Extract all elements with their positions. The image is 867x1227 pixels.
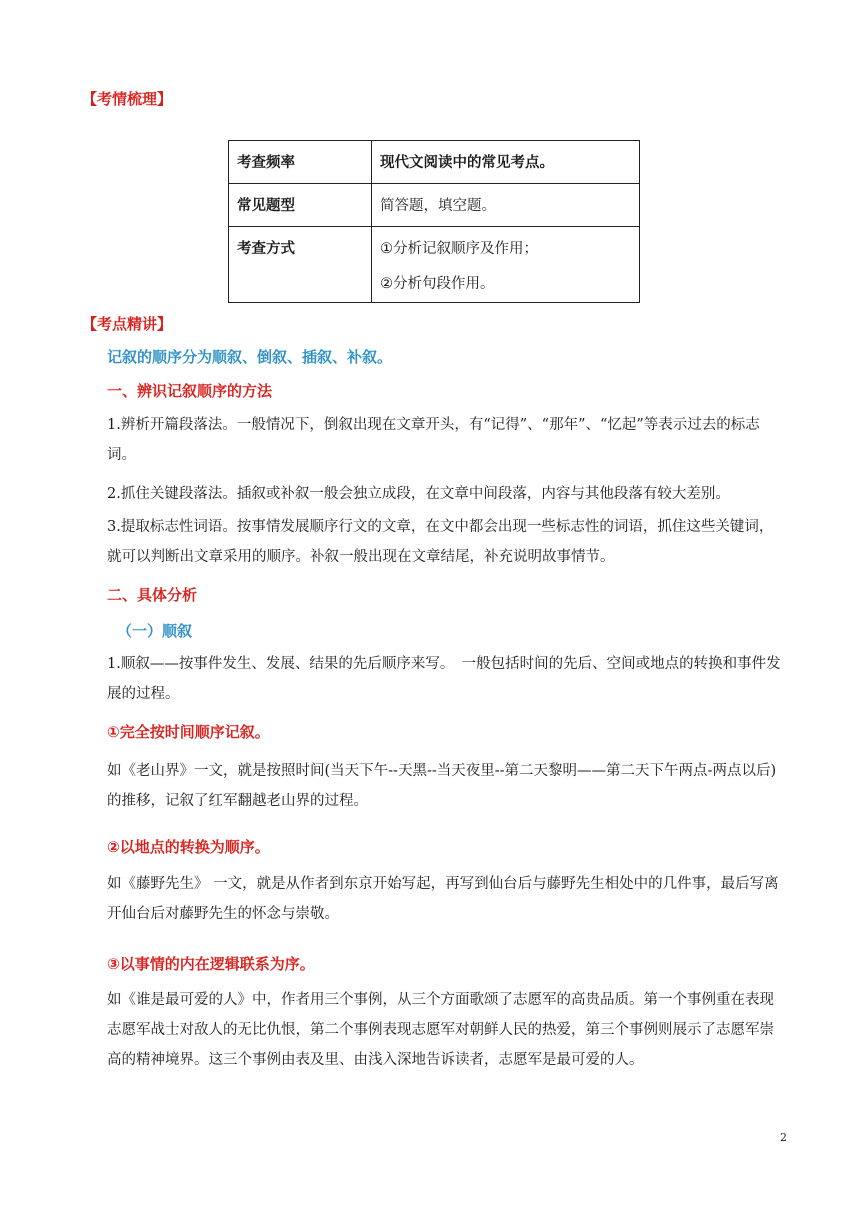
point3-heading: ③以事情的内在逻辑联系为序。: [107, 955, 315, 973]
table-key: 常见题型: [229, 184, 372, 227]
section1-para2: 2.抓住关键段落法。插叙或补叙一般会独立成段，在文章中间段落，内容与其他段落有较大差别。: [107, 486, 730, 502]
heading-kaoqing: 【考情梳理】: [82, 90, 173, 108]
point1-example: 如《老山界》一文，就是按照时间(当天下午--天黑--当天夜里--第二天黎明——第二天下午两点-两点以后)的推移，记叙了红军翻越老山界的过程。: [107, 763, 777, 809]
point2-heading: ②以地点的转换为顺序。: [107, 838, 270, 856]
heading-kaodian: 【考点精讲】: [82, 315, 173, 333]
section2-title: 二、具体分析: [107, 586, 198, 604]
table-value-line: ②分析句段作用。: [380, 276, 495, 292]
info-table: [228, 140, 640, 303]
intro-line: 记叙的顺序分为顺叙、倒叙、插叙、补叙。: [107, 348, 393, 366]
table-row: [229, 184, 640, 227]
section1-para1: 1.辨析开篇段落法。一般情况下，倒叙出现在文章开头，有“记得”、“那年”、“忆起”等表示过去的标志词。: [107, 417, 760, 463]
table-row: [229, 141, 640, 184]
section2-subtitle: （一）顺叙: [117, 622, 193, 640]
point1-heading: ①完全按时间顺序记叙。: [107, 723, 270, 741]
table-value: [372, 227, 640, 303]
section1-para3: 3.提取标志性词语。按事情发展顺序行文的文章，在文中都会出现一些标志性的词语，抓住这些关键词，就可以判断出文章采用的顺序。补叙一般出现在文章结尾，补充说明故事情节。: [107, 519, 774, 565]
table-value: 现代文阅读中的常见考点。: [372, 141, 640, 184]
point2-example: 如《藤野先生》 一文，就是从作者到东京开始写起，再写到仙台后与藤野先生相处中的几件事，最后写离开仙台后对藤野先生的怀念与崇敬。: [107, 876, 779, 922]
table-key: 考查方式: [229, 227, 372, 303]
table-row: [229, 227, 640, 303]
page-number: 2: [780, 1131, 787, 1144]
table-key: 考查频率: [229, 141, 372, 184]
table-value: 简答题，填空题。: [372, 184, 640, 227]
section1-title: 一、辨识记叙顺序的方法: [107, 382, 273, 400]
point3-example: 如《谁是最可爱的人》中，作者用三个事例，从三个方面歌颂了志愿军的高贵品质。第一个事例重在表现志愿军战士对敌人的无比仇恨，第二个事例表现志愿军对朝鲜人民的热爱，第三个事例则展示了志愿军崇高的精神境界。这三个事例由表及里、由浅入深地告诉读者，志愿军是最可爱的人。: [107, 992, 774, 1068]
table-value-line: ①分析记叙顺序及作用；: [380, 241, 538, 257]
section2-para1: 1.顺叙——按事件发生、发展、结果的先后顺序来写。 一般包括时间的先后、空间或地点的转换和事件发展的过程。: [107, 656, 781, 702]
